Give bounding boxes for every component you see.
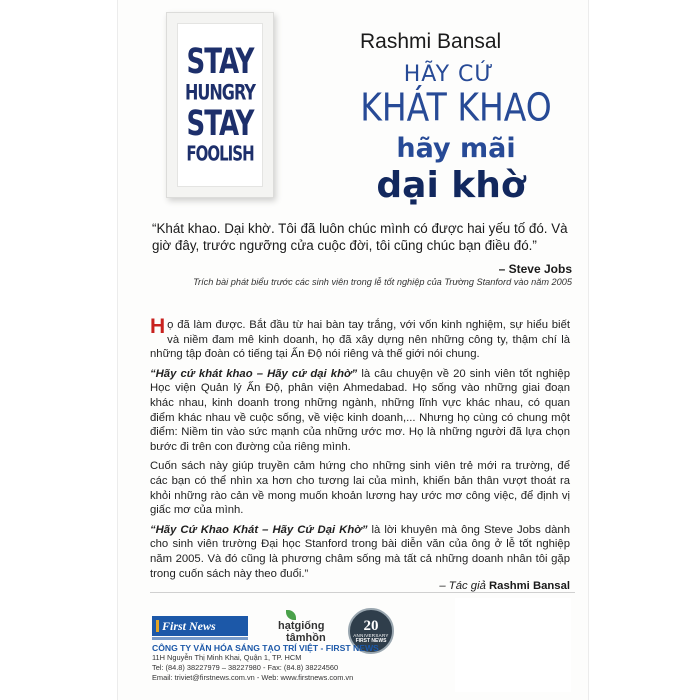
book-title-line-3: hãy mãi	[396, 133, 516, 164]
barcode-area	[455, 598, 571, 692]
book-title-line-2: KHÁT KHAO	[360, 85, 552, 130]
author-name: Rashmi Bansal	[360, 30, 502, 53]
signature-name: Rashmi Bansal	[489, 580, 570, 592]
hatgiong-logo	[278, 610, 340, 646]
logo-text: hạtgiống	[278, 620, 325, 632]
poster-line: HUNGRY	[185, 79, 255, 105]
logo-underline	[152, 637, 248, 640]
company-contact: Email: triviet@firstnews.com.vn - Web: www.firstnews.com.vn	[152, 673, 354, 682]
signature-prefix: – Tác giả	[439, 580, 489, 592]
publisher-info	[152, 643, 452, 683]
poster-line: STAY	[186, 41, 254, 82]
seal-number: 20	[363, 617, 379, 634]
paragraph	[150, 459, 570, 517]
logo-text: tâmhồn	[286, 632, 326, 644]
author-signature	[380, 580, 570, 592]
seal-text: ANNIVERSARY	[353, 632, 389, 638]
paragraph-text: Cuốn sách này giúp truyền cảm hứng cho những sinh viên trẻ mới ra trường, để các bạn có thể nhìn xa hơn cho tương lai của mình, khiến bản thân vượt thoát ra khỏi những rào cản về mong muốn khoản lương hay ước mơ công việc, để định vị giấc mơ của mình.	[150, 460, 570, 517]
emphasis-text: “Hãy Cứ Khao Khát – Hãy Cứ Dại Khờ”	[150, 523, 368, 536]
poster-frame	[166, 12, 274, 198]
blurb-body	[150, 315, 570, 586]
book-title-line-1: HÃY CỨ	[403, 62, 495, 87]
book-title-line-4: dại khờ	[376, 165, 526, 206]
seal-name: FIRST NEWS	[355, 637, 387, 644]
logo-text: First News	[162, 618, 216, 633]
quote-attribution: – Steve Jobs	[498, 262, 572, 276]
divider	[150, 592, 575, 593]
company-address: 11H Nguyễn Thị Minh Khai, Quận 1, TP. HCM	[152, 653, 302, 662]
firstnews-logo	[152, 616, 248, 636]
quote-source: Trích bài phát biểu trước các sinh viên trong lễ tốt nghiệp của Trường Stanford vào năm 2005	[193, 277, 572, 287]
company-phone: Tel: (84.8) 38227979 – 38227980 - Fax: (84.8) 38224560	[152, 663, 339, 672]
quote-text: “Khát khao. Dại khờ. Tôi đã luôn chúc mình có được hai yếu tố đó. Và giờ đây, trước ngưỡng cửa cuộc đời, tôi cũng chúc bạn điều đó.”	[152, 221, 568, 253]
logo-mark-icon	[156, 620, 159, 632]
company-name: CÔNG TY VĂN HÓA SÁNG TẠO TRÍ VIỆT - FIRST NEWS	[152, 643, 379, 653]
leaf-icon	[286, 610, 296, 620]
paragraph-text: ọ đã làm được. Bắt đầu từ hai bàn tay trắng, với vốn kinh nghiệm, sự hiểu biết và niềm đam mê kinh doanh, họ đã xây dựng nên những công ty, thậm chí là những tập đoàn có tiếng tại Ấn Độ nói riêng và thế giới nói chung.	[150, 319, 570, 361]
drop-cap: H	[150, 315, 166, 338]
paragraph-text: là câu chuyện về 20 sinh viên tốt nghiệp Học viện Quản lý Ấn Độ, phân viện Ahmedabad. Họ sống vào những giai đoạn khác nhau, kinh doanh trong những ngành, những lĩnh vực khác nhau, có quan điểm khác nhau về cuộc sống, về việc kinh doanh,... Nhưng họ cùng có chung một điểm: Niềm tin vào sức mạnh của những ước mơ. Họ là những người đã lựa chọn bước đi trên con đường của riêng mình.	[150, 367, 570, 453]
paragraph-text: là lời khuyên mà ông Steve Jobs dành cho sinh viên trường Đại học Stanford trong bài diễn văn của ông ở lễ tốt nghiệp năm 2005. Và đó cũng là phương châm sống mà tất cả những doanh nhân tôi gặp trong cuốn sách này theo đuổi.”	[150, 523, 570, 580]
paragraph	[150, 523, 570, 581]
emphasis-text: “Hãy cứ khát khao – Hãy cứ dại khờ”	[150, 367, 358, 380]
poster-line: FOOLISH	[186, 141, 254, 166]
poster	[177, 23, 263, 187]
paragraph	[150, 367, 570, 455]
poster-line: STAY	[186, 103, 254, 144]
paragraph	[150, 315, 570, 362]
